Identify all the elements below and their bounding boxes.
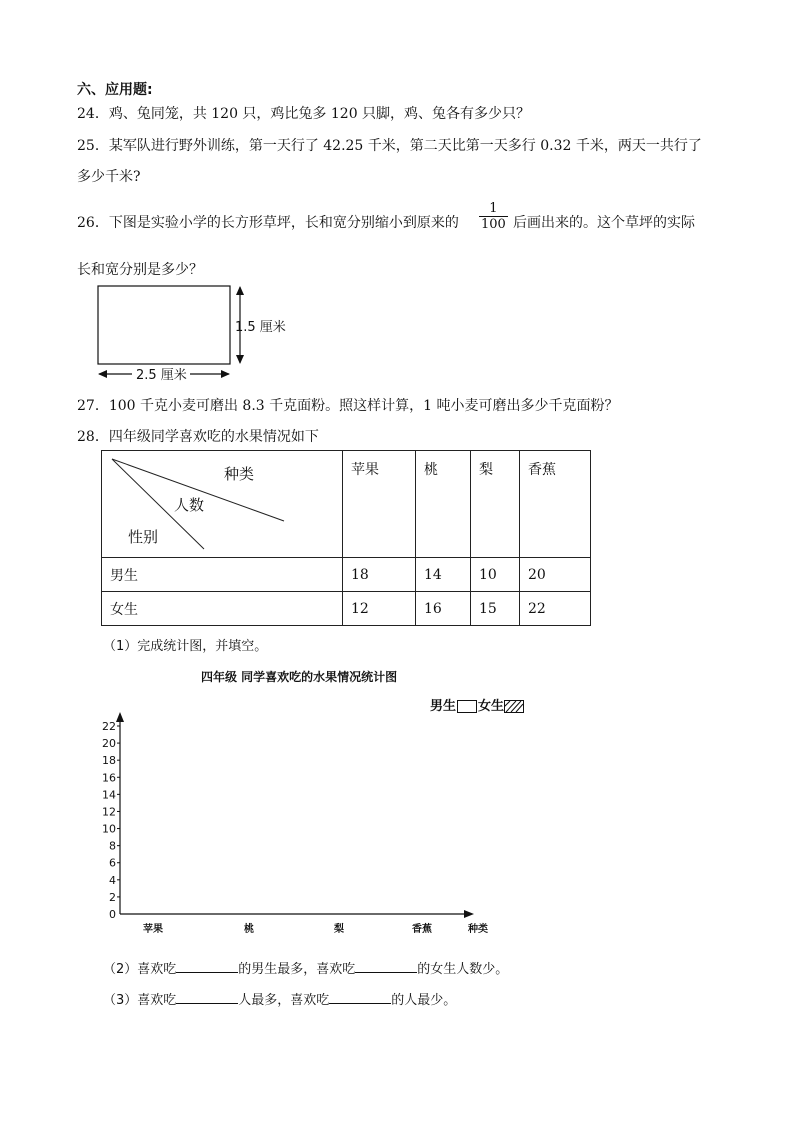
sub3-part-a: （3）喜欢吃 bbox=[103, 993, 177, 1008]
header-fruit-pear: 梨 bbox=[471, 451, 520, 558]
answer-blank-3a[interactable] bbox=[176, 991, 238, 1004]
y-tick-label: 12 bbox=[102, 805, 116, 819]
answer-blank-2a[interactable] bbox=[176, 960, 238, 973]
header-count: 人数 bbox=[174, 496, 205, 514]
question-25-line2: 多少千米? bbox=[77, 169, 141, 185]
y-tick-label: 14 bbox=[102, 788, 116, 802]
x-category-label: 梨 bbox=[334, 924, 344, 935]
x-category-label: 桃 bbox=[244, 924, 254, 935]
y-tick-label: 16 bbox=[102, 771, 116, 785]
cell-male-pear: 10 bbox=[471, 558, 520, 592]
y-tick-label: 4 bbox=[109, 873, 116, 887]
chart-title: 四年级 同学喜欢吃的水果情况统计图 bbox=[201, 670, 398, 684]
table-row bbox=[102, 592, 591, 626]
x-category-label: 香蕉 bbox=[412, 924, 432, 935]
answer-blank-2b[interactable] bbox=[355, 960, 417, 973]
sub-question-3 bbox=[103, 989, 456, 1008]
row-label-female: 女生 bbox=[102, 592, 343, 626]
height-arrow-down bbox=[236, 355, 244, 364]
diagonal-header-cell bbox=[102, 451, 343, 558]
fraction-1-100 bbox=[479, 201, 508, 232]
width-arrow-right-head bbox=[221, 370, 230, 378]
fruit-table bbox=[101, 450, 591, 626]
y-tick-label: 2 bbox=[109, 890, 116, 904]
legend-female-swatch bbox=[504, 700, 524, 713]
header-fruit-peach: 桃 bbox=[416, 451, 471, 558]
header-kind: 种类 bbox=[224, 465, 255, 483]
lawn-rectangle bbox=[98, 286, 230, 364]
height-arrow-up bbox=[236, 286, 244, 295]
row-label-male: 男生 bbox=[102, 558, 343, 592]
question-26-line1: 26．下图是实验小学的长方形草坪，长和宽分别缩小到原来的 bbox=[77, 215, 459, 231]
question-25-line1: 25．某军队进行野外训练，第一天行了 42.25 千米，第二天比第一天多行 0.32 千米，两天一共行了 bbox=[77, 138, 702, 154]
cell-male-apple: 18 bbox=[343, 558, 416, 592]
lawn-rectangle-figure bbox=[92, 282, 302, 384]
legend-male-label: 男生 bbox=[430, 699, 457, 714]
y-tick-label: 20 bbox=[102, 737, 116, 751]
question-27: 27．100 千克小麦可磨出 8.3 千克面粉。照这样计算，1 吨小麦可磨出多少千克面粉？ bbox=[77, 398, 619, 414]
y-tick-label: 8 bbox=[109, 839, 116, 853]
y-tick-label: 22 bbox=[102, 720, 116, 733]
section-title: 六、应用题: bbox=[77, 82, 153, 98]
cell-female-banana: 22 bbox=[520, 592, 591, 626]
header-fruit-banana: 香蕉 bbox=[520, 451, 591, 558]
y-tick-label: 6 bbox=[109, 856, 116, 870]
y-tick-label: 0 bbox=[109, 908, 116, 921]
sub-question-1: （1）完成统计图，并填空。 bbox=[103, 639, 268, 654]
rect-width-label: 2.5 厘米 bbox=[136, 368, 187, 383]
question-24: 24．鸡、兔同笼，共 120 只，鸡比兔多 120 只脚，鸡、兔各有多少只？ bbox=[77, 106, 531, 122]
sub3-part-c: 的人最少。 bbox=[391, 993, 457, 1008]
x-axis-label: 种类 bbox=[468, 924, 488, 935]
sub2-part-b: 的男生最多，喜欢吃 bbox=[238, 962, 356, 977]
question-26-line2: 长和宽分别是多少？ bbox=[77, 262, 203, 278]
sub-question-2 bbox=[103, 958, 508, 977]
width-arrow-left-head bbox=[98, 370, 107, 378]
cell-male-peach: 14 bbox=[416, 558, 471, 592]
table-row bbox=[102, 558, 591, 592]
fraction-numerator: 1 bbox=[489, 201, 498, 216]
fruit-bar-chart bbox=[95, 700, 495, 940]
x-axis-arrow bbox=[464, 910, 474, 918]
question-28: 28．四年级同学喜欢吃的水果情况如下 bbox=[77, 429, 319, 445]
cell-male-banana: 20 bbox=[520, 558, 591, 592]
answer-blank-3b[interactable] bbox=[329, 991, 391, 1004]
cell-female-pear: 15 bbox=[471, 592, 520, 626]
y-tick-label: 10 bbox=[102, 822, 116, 836]
sub2-part-c: 的女生人数少。 bbox=[417, 962, 509, 977]
cell-female-peach: 16 bbox=[416, 592, 471, 626]
question-26-line1-end: 后画出来的。这个草坪的实际 bbox=[513, 215, 695, 231]
y-axis-arrow bbox=[116, 712, 124, 722]
legend-female-label: 女生 bbox=[478, 699, 505, 714]
header-fruit-apple: 苹果 bbox=[343, 451, 416, 558]
x-category-label: 苹果 bbox=[143, 924, 163, 935]
fraction-denominator: 100 bbox=[481, 217, 506, 232]
rect-height-label: 1.5 厘米 bbox=[235, 320, 286, 335]
sub2-part-a: （2）喜欢吃 bbox=[103, 962, 177, 977]
y-tick-label: 18 bbox=[102, 754, 116, 768]
header-gender: 性别 bbox=[128, 528, 159, 546]
sub3-part-b: 人最多，喜欢吃 bbox=[238, 993, 330, 1008]
cell-female-apple: 12 bbox=[343, 592, 416, 626]
